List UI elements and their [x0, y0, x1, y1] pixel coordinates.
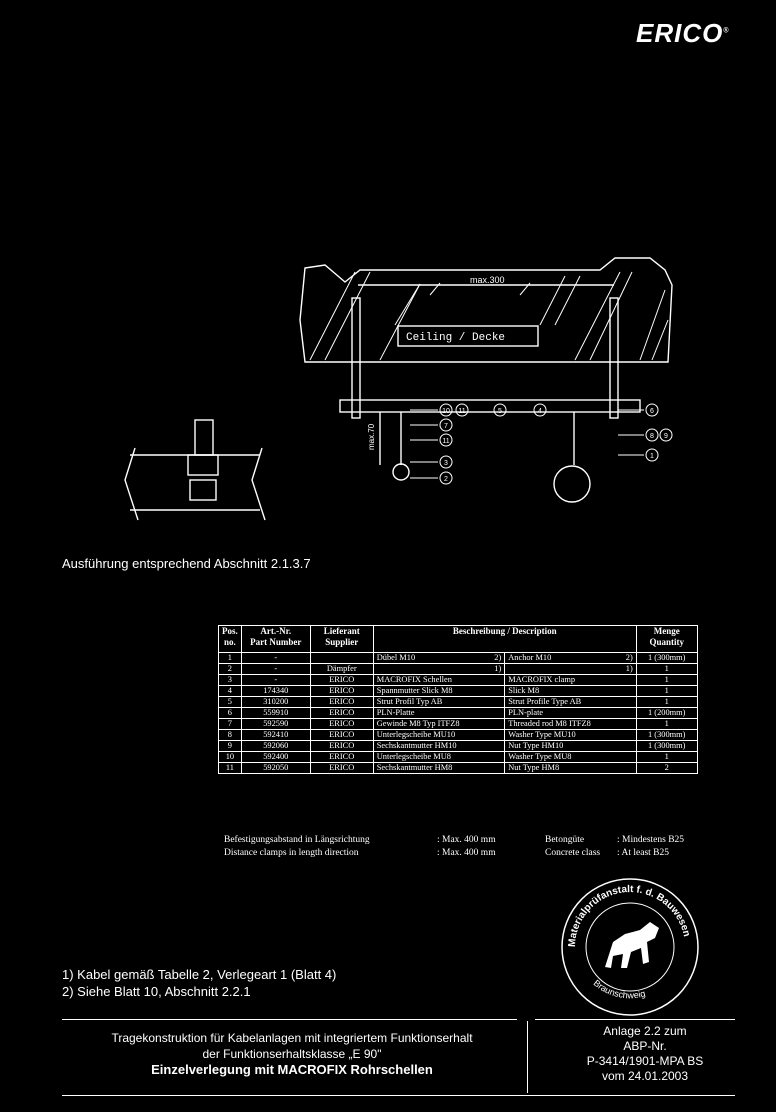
header-description: Beschreibung / Description: [373, 626, 636, 653]
row-pos: 8: [219, 730, 242, 741]
side-view-rod: [195, 420, 213, 455]
row-pos: 3: [219, 675, 242, 686]
approval-line-4: vom 24.01.2003: [601, 1069, 689, 1083]
description-text: Anchor M10: [508, 653, 552, 662]
callout-3: 3: [444, 460, 448, 467]
row-quantity: 1: [636, 686, 697, 697]
dimension-side-label: max.70: [367, 423, 376, 450]
callout-9: 9: [664, 433, 668, 440]
row-supplier: Dämpfer: [310, 664, 373, 675]
description-text: MACROFIX clamp: [508, 675, 576, 684]
row-description-en: [505, 686, 637, 697]
row-art-number: -: [241, 675, 310, 686]
description-text: Nut Type HM10: [508, 741, 564, 750]
header-supplier: Lieferant Supplier: [310, 626, 373, 653]
strut-profile: [340, 400, 640, 412]
table-row: [219, 686, 698, 697]
row-description-de: [373, 697, 505, 708]
table-row: [219, 653, 698, 664]
row-art-number: 559910: [241, 708, 310, 719]
description-text: Spannmutter Slick M8: [376, 686, 453, 695]
callout-4: 4: [538, 408, 542, 415]
description-text: Slick M8: [508, 686, 540, 695]
row-quantity: 1: [636, 675, 697, 686]
row-supplier: ERICO: [310, 697, 373, 708]
table-row: [219, 719, 698, 730]
approval-line-1: Anlage 2.2 zum: [603, 1024, 687, 1038]
description-text: Strut Profil Typ AB: [376, 697, 443, 706]
row-description-de: [373, 675, 505, 686]
ceiling-label: Ceiling / Decke: [406, 332, 506, 344]
side-view-breaks: [125, 448, 265, 520]
spacing-de-value: : Max. 400 mm: [437, 835, 496, 845]
side-view-lines: [130, 455, 260, 510]
row-supplier: ERICO: [310, 730, 373, 741]
row-supplier: ERICO: [310, 763, 373, 774]
spacing-de-label: Befestigungsabstand in Längsrichtung: [224, 835, 370, 845]
description-text: PLN-plate: [508, 708, 544, 717]
row-description-en: [505, 741, 637, 752]
divider: [62, 1095, 735, 1096]
table-row: [219, 752, 698, 763]
callout-5: 5: [498, 408, 502, 415]
row-supplier: ERICO: [310, 686, 373, 697]
callout-6: 6: [650, 408, 654, 415]
row-art-number: 592590: [241, 719, 310, 730]
registered-mark: ®: [723, 27, 730, 35]
section-caption: Ausführung entsprechend Abschnitt 2.1.3.7: [62, 556, 311, 571]
description-text: Gewinde M8 Typ ITFZ8: [376, 719, 460, 728]
callout-11a: 11: [458, 408, 466, 415]
description-text: Sechskantmutter HM10: [376, 741, 457, 750]
row-pos: 6: [219, 708, 242, 719]
row-description-de: [373, 752, 505, 763]
row-pos: 2: [219, 664, 242, 675]
header-art: Art.-Nr. Part Number: [241, 626, 310, 653]
row-quantity: 1: [636, 664, 697, 675]
callout-numbers: [442, 408, 668, 483]
row-description-en: [505, 697, 637, 708]
approval-block: [560, 1024, 730, 1084]
row-quantity: 1 (300mm): [636, 653, 697, 664]
row-pos: 11: [219, 763, 242, 774]
divider: [535, 1019, 735, 1020]
footnotes: [62, 966, 336, 1000]
row-supplier: ERICO: [310, 752, 373, 763]
row-art-number: 310200: [241, 697, 310, 708]
description-text: Washer Type MU10: [508, 730, 576, 739]
title-line-3: Einzelverlegung mit MACROFIX Rohrschellen: [151, 1062, 433, 1077]
row-pos: 1: [219, 653, 242, 664]
callout-10: 10: [442, 408, 450, 415]
callout-8: 8: [650, 433, 654, 440]
header-pos: Pos. no.: [219, 626, 242, 653]
footnote-ref: 1): [625, 664, 633, 673]
footnote-ref: 1): [494, 664, 502, 673]
footnote-ref: 2): [625, 653, 633, 662]
concrete-en-label: Concrete class: [545, 848, 601, 858]
spacing-spec: [224, 834, 524, 860]
row-supplier: [310, 653, 373, 664]
description-text: Threaded rod M8 ITFZ8: [508, 719, 591, 728]
row-description-de: [373, 664, 505, 675]
table-row: [219, 697, 698, 708]
row-pos: 5: [219, 697, 242, 708]
header-qty: Menge Quantity: [636, 626, 697, 653]
callout-11b: 11: [442, 438, 450, 445]
row-description-en: [505, 719, 637, 730]
row-description-en: [505, 730, 637, 741]
spacing-en-value: : Max. 400 mm: [437, 848, 496, 858]
dimension-top-label: max.300: [470, 275, 505, 285]
concrete-en-value: : At least B25: [617, 848, 669, 858]
row-quantity: 1 (300mm): [636, 730, 697, 741]
description-text: PLN-Platte: [376, 708, 415, 717]
row-pos: 7: [219, 719, 242, 730]
description-text: Sechskantmutter HM8: [376, 763, 453, 772]
callout-7: 7: [444, 423, 448, 430]
row-pos: 4: [219, 686, 242, 697]
concrete-spec: [545, 834, 745, 860]
spacing-en-label: Distance clamps in length direction: [224, 848, 359, 858]
row-description-en: [505, 763, 637, 774]
row-quantity: 2: [636, 763, 697, 774]
row-quantity: 1: [636, 752, 697, 763]
approval-line-2: ABP-Nr.: [623, 1039, 667, 1053]
side-view-clamp: [188, 455, 218, 475]
description-text: Strut Profile Type AB: [508, 697, 582, 706]
description-text: Unterlegscheibe MU8: [376, 752, 451, 761]
row-description-de: [373, 686, 505, 697]
row-pos: 9: [219, 741, 242, 752]
clamp-small: [393, 464, 409, 480]
table-row: [219, 741, 698, 752]
description-text: MACROFIX Schellen: [376, 675, 452, 684]
row-quantity: 1: [636, 697, 697, 708]
logo-text: ERICO: [636, 18, 724, 48]
row-quantity: 1 (300mm): [636, 741, 697, 752]
horse-icon: [605, 922, 659, 968]
title-line-2: der Funktionserhaltsklasse „E 90": [202, 1047, 382, 1061]
seal-text-bottom: Braunschweig: [591, 977, 647, 1001]
divider-vertical: [527, 1021, 528, 1093]
row-supplier: ERICO: [310, 675, 373, 686]
footnote-2: 2) Siehe Blatt 10, Abschnitt 2.2.1: [62, 984, 251, 999]
row-art-number: 592050: [241, 763, 310, 774]
row-description-de: [373, 719, 505, 730]
row-description-de: [373, 653, 505, 664]
row-description-en: [505, 752, 637, 763]
row-supplier: ERICO: [310, 708, 373, 719]
table-row: [219, 763, 698, 774]
table-row: [219, 664, 698, 675]
title-line-1: Tragekonstruktion für Kabelanlagen mit integriertem Funktionserhalt: [111, 1031, 473, 1045]
row-supplier: ERICO: [310, 741, 373, 752]
concrete-de-value: : Mindestens B25: [617, 835, 685, 845]
row-description-en: [505, 675, 637, 686]
approval-line-3: P-3414/1901-MPA BS: [586, 1054, 704, 1068]
row-description-en: [505, 653, 637, 664]
title-block: [62, 1030, 522, 1078]
clamp-large: [554, 466, 590, 502]
description-text: Dübel M10: [376, 653, 416, 662]
parts-table: [218, 625, 698, 774]
callout-circles: [440, 404, 672, 484]
seal-text-top: Materialprüfanstalt f. d. Bauwesen: [566, 883, 692, 948]
row-art-number: 592410: [241, 730, 310, 741]
row-quantity: 1: [636, 719, 697, 730]
callout-2: 2: [444, 476, 448, 483]
footnote-1: 1) Kabel gemäß Tabelle 2, Verlegeart 1 (Blatt 4): [62, 967, 337, 982]
divider: [62, 1019, 517, 1020]
footnote-ref: 2): [494, 653, 502, 662]
row-supplier: ERICO: [310, 719, 373, 730]
row-art-number: -: [241, 653, 310, 664]
row-description-de: [373, 708, 505, 719]
table-row: [219, 675, 698, 686]
materialpruefanstalt-seal: [555, 872, 705, 1022]
row-art-number: -: [241, 664, 310, 675]
row-art-number: 592060: [241, 741, 310, 752]
description-text: Unterlegscheibe MU10: [376, 730, 456, 739]
description-text: Nut Type HM8: [508, 763, 560, 772]
table-header-row: [219, 626, 698, 653]
side-view-nut: [190, 480, 216, 500]
row-description-en: [505, 708, 637, 719]
concrete-de-label: Betongüte: [545, 835, 585, 845]
description-text: Washer Type MU8: [508, 752, 572, 761]
table-row: [219, 730, 698, 741]
table-row: [219, 708, 698, 719]
row-pos: 10: [219, 752, 242, 763]
row-quantity: 1 (200mm): [636, 708, 697, 719]
row-description-de: [373, 763, 505, 774]
row-description-en: [505, 664, 637, 675]
row-description-de: [373, 741, 505, 752]
callout-1: 1: [650, 453, 654, 460]
row-art-number: 592400: [241, 752, 310, 763]
row-art-number: 174340: [241, 686, 310, 697]
row-description-de: [373, 730, 505, 741]
